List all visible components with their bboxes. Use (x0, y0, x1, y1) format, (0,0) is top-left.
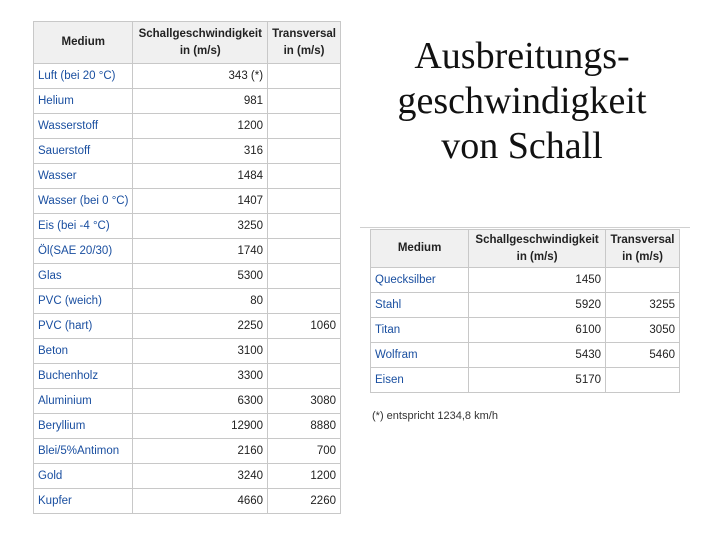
transversal-value: 1060 (268, 314, 341, 339)
table-row (34, 414, 341, 439)
speed-value: 6300 (133, 389, 268, 414)
header-transversal (606, 230, 680, 268)
page-title (362, 34, 682, 169)
table-header-row (34, 22, 341, 64)
medium-link[interactable]: Beryllium (34, 414, 133, 439)
medium-link[interactable]: Wasser (34, 164, 133, 189)
table-row (34, 339, 341, 364)
transversal-value (268, 214, 341, 239)
medium-link[interactable]: PVC (hart) (34, 314, 133, 339)
table-row (371, 368, 680, 393)
header-transversal (268, 22, 341, 64)
speed-value: 2160 (133, 439, 268, 464)
speed-value: 3100 (133, 339, 268, 364)
transversal-value (268, 64, 341, 89)
table-row (34, 164, 341, 189)
header-speed (469, 230, 606, 268)
header-trans-line1: Transversal (610, 233, 675, 246)
transversal-value (268, 239, 341, 264)
speed-value: 6100 (469, 318, 606, 343)
transversal-value (268, 289, 341, 314)
speed-value: 981 (133, 89, 268, 114)
table-row (34, 389, 341, 414)
transversal-value (268, 139, 341, 164)
medium-link[interactable]: Glas (34, 264, 133, 289)
header-speed-line1: Schallgeschwindigkeit (475, 233, 599, 246)
table-row (34, 89, 341, 114)
medium-link[interactable]: Gold (34, 464, 133, 489)
header-speed-line1: Schallgeschwindigkeit (138, 27, 262, 40)
speed-value: 3240 (133, 464, 268, 489)
speed-value: 3250 (133, 214, 268, 239)
header-speed-line2: in (m/s) (516, 250, 558, 263)
medium-link[interactable]: Buchenholz (34, 364, 133, 389)
speed-table-left (33, 21, 341, 514)
medium-link[interactable]: Wasser (bei 0 °C) (34, 189, 133, 214)
transversal-value: 3080 (268, 389, 341, 414)
table-row (371, 293, 680, 318)
table-row (34, 489, 341, 514)
speed-value: 3300 (133, 364, 268, 389)
table-row (371, 318, 680, 343)
speed-value: 1200 (133, 114, 268, 139)
speed-table-right (370, 229, 680, 393)
medium-link[interactable]: Wasserstoff (34, 114, 133, 139)
table-row (371, 268, 680, 293)
medium-link[interactable]: Öl(SAE 20/30) (34, 239, 133, 264)
medium-link[interactable]: Eisen (371, 368, 469, 393)
header-medium (371, 230, 469, 268)
speed-value: 5920 (469, 293, 606, 318)
table-row (371, 343, 680, 368)
table-row (34, 364, 341, 389)
transversal-value: 5460 (606, 343, 680, 368)
table-row (34, 64, 341, 89)
table-row (34, 189, 341, 214)
medium-link[interactable]: Wolfram (371, 343, 469, 368)
speed-value: 2250 (133, 314, 268, 339)
medium-link[interactable]: Eis (bei -4 °C) (34, 214, 133, 239)
speed-value: 5300 (133, 264, 268, 289)
medium-link[interactable]: Blei/5%Antimon (34, 439, 133, 464)
speed-value: 1740 (133, 239, 268, 264)
speed-value: 80 (133, 289, 268, 314)
header-medium-label: Medium (397, 242, 442, 254)
medium-link[interactable]: Quecksilber (371, 268, 469, 293)
speed-value: 12900 (133, 414, 268, 439)
title-line-2: geschwindigkeit (397, 80, 647, 122)
transversal-value (268, 89, 341, 114)
transversal-value (606, 368, 680, 393)
header-trans-line1: Transversal (272, 27, 336, 40)
table-body-left (34, 64, 341, 514)
table-row (34, 114, 341, 139)
speed-value: 1450 (469, 268, 606, 293)
table-row (34, 314, 341, 339)
divider (360, 227, 690, 228)
transversal-value: 700 (268, 439, 341, 464)
title-line-3: von Schall (441, 125, 603, 167)
medium-link[interactable]: Kupfer (34, 489, 133, 514)
header-medium (34, 22, 133, 64)
transversal-value (606, 268, 680, 293)
speed-value: 4660 (133, 489, 268, 514)
speed-value: 1407 (133, 189, 268, 214)
medium-link[interactable]: Beton (34, 339, 133, 364)
medium-link[interactable]: Helium (34, 89, 133, 114)
table-body-right (371, 268, 680, 393)
header-trans-line2: in (m/s) (283, 44, 325, 57)
medium-link[interactable]: Titan (371, 318, 469, 343)
title-line-1: Ausbreitungs- (414, 35, 630, 77)
speed-value: 5430 (469, 343, 606, 368)
transversal-value (268, 339, 341, 364)
transversal-value: 8880 (268, 414, 341, 439)
medium-link[interactable]: Stahl (371, 293, 469, 318)
header-trans-line2: in (m/s) (622, 250, 663, 263)
transversal-value (268, 189, 341, 214)
transversal-value: 3050 (606, 318, 680, 343)
header-speed-line2: in (m/s) (179, 44, 221, 57)
speed-value: 5170 (469, 368, 606, 393)
footnote: (*) entspricht 1234,8 km/h (372, 410, 498, 422)
table-row (34, 139, 341, 164)
table-row (34, 289, 341, 314)
transversal-value (268, 364, 341, 389)
table-row (34, 239, 341, 264)
table-row (34, 264, 341, 289)
table-row (34, 464, 341, 489)
medium-link[interactable]: Sauerstoff (34, 139, 133, 164)
transversal-value: 1200 (268, 464, 341, 489)
medium-link[interactable]: Luft (bei 20 °C) (34, 64, 133, 89)
speed-value: 343 (*) (133, 64, 268, 89)
table-row (34, 214, 341, 239)
header-medium-label: Medium (61, 36, 105, 48)
transversal-value (268, 114, 341, 139)
transversal-value (268, 164, 341, 189)
transversal-value (268, 264, 341, 289)
medium-link[interactable]: PVC (weich) (34, 289, 133, 314)
table-header-row (371, 230, 680, 268)
medium-link[interactable]: Aluminium (34, 389, 133, 414)
header-speed (133, 22, 268, 64)
speed-value: 1484 (133, 164, 268, 189)
transversal-value: 2260 (268, 489, 341, 514)
transversal-value: 3255 (606, 293, 680, 318)
speed-value: 316 (133, 139, 268, 164)
table-row (34, 439, 341, 464)
